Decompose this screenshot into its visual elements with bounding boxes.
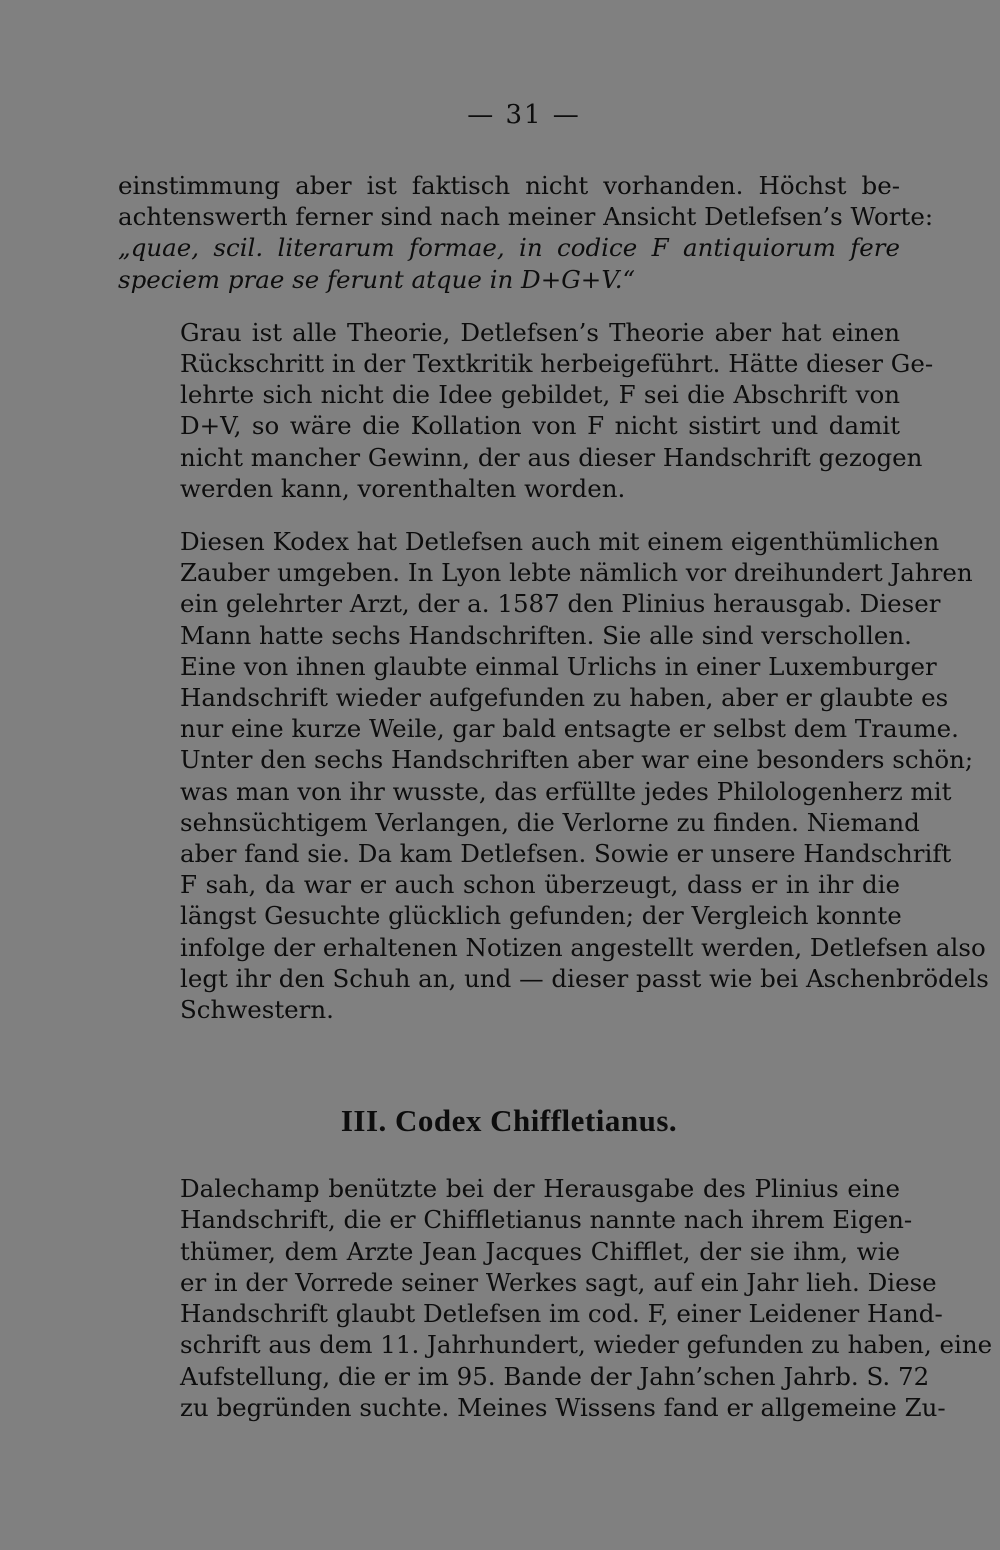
text-line: nicht mancher Gewinn, der aus dieser Handschrift gezogen xyxy=(180,442,923,472)
text-line: F sah, da war er auch schon überzeugt, dass er in ihr die xyxy=(180,870,900,900)
text-line: legt ihr den Schuh an, und — dieser passt wie bei Aschenbrödels xyxy=(180,963,989,993)
text-line: infolge der erhaltenen Notizen angestellt werden, Detlefsen also xyxy=(180,932,986,962)
text-line: werden kann, vorenthalten worden. xyxy=(180,473,626,503)
text-line: Aufstellung, die er im 95. Bande der Jahn’schen Jahrb. S. 72 xyxy=(180,1361,930,1391)
text-line: nur eine kurze Weile, gar bald entsagte er selbst dem Traume. xyxy=(180,714,959,744)
text-line: aber fand sie. Da kam Detlefsen. Sowie er unsere Handschrift xyxy=(180,839,952,869)
text-line: Eine von ihnen glaubte einmal Urlichs in einer Luxemburger xyxy=(180,651,937,681)
text-line: Rückschritt in der Textkritik herbeigeführt. Hätte dieser Ge- xyxy=(180,349,934,379)
text-line: Diesen Kodex hat Detlefsen auch mit einem eigenthümlichen xyxy=(180,527,940,557)
text-line: Dalechamp benützte bei der Herausgabe des Plinius eine xyxy=(180,1174,900,1204)
text-line: Grau ist alle Theorie, Detlefsen’s Theorie aber hat einen xyxy=(180,317,900,347)
text-line: Schwestern. xyxy=(180,995,334,1025)
text-line: achtenswerth ferner sind nach meiner Ansicht Detlefsen’s Worte: xyxy=(118,202,934,232)
paragraph-1 xyxy=(118,170,934,295)
text-line: „quae, scil. literarum formae, in codice F antiquiorum fere xyxy=(118,233,900,263)
paragraph-4 xyxy=(118,1173,993,1423)
section-heading: III. Codex Chiffletianus. xyxy=(340,1103,678,1139)
text-line: Handschrift, die er Chiffletianus nannte nach ihrem Eigen- xyxy=(180,1205,913,1235)
text-line: längst Gesuchte glücklich gefunden; der Vergleich konnte xyxy=(180,901,902,931)
text-line: lehrte sich nicht die Idee gebildet, F sei die Abschrift von xyxy=(180,380,900,410)
text-line: Zauber umgeben. In Lyon lebte nämlich vor dreihundert Jahren xyxy=(180,558,973,588)
paragraph-2 xyxy=(118,317,934,504)
text-line: speciem prae se ferunt atque in D+G+V.“ xyxy=(118,264,636,294)
page-number: — 31 — xyxy=(467,100,581,130)
text-line: was man von ihr wusste, das erfüllte jedes Philologenherz mit xyxy=(180,776,952,806)
paragraph-3 xyxy=(118,526,989,1025)
text-line: Handschrift glaubt Detlefsen im cod. F, einer Leidener Hand- xyxy=(180,1299,943,1329)
text-line: einstimmung aber ist faktisch nicht vorhanden. Höchst be- xyxy=(118,171,900,200)
text-line: schrift aus dem 11. Jahrhundert, wieder gefunden zu haben, eine xyxy=(180,1330,993,1360)
text-line: Unter den sechs Handschriften aber war eine besonders schön; xyxy=(180,745,974,775)
text-line: er in der Vorrede seiner Werkes sagt, auf ein Jahr lieh. Diese xyxy=(180,1267,937,1297)
text-line: sehnsüchtigem Verlangen, die Verlorne zu finden. Niemand xyxy=(180,807,920,837)
text-line: Mann hatte sechs Handschriften. Sie alle sind verschollen. xyxy=(180,620,912,650)
text-line: D+V, so wäre die Kollation von F nicht sistirt und damit xyxy=(180,411,900,441)
text-line: zu begründen suchte. Meines Wissens fand er allgemeine Zu- xyxy=(180,1392,946,1422)
text-line: Handschrift wieder aufgefunden zu haben, aber er glaubte es xyxy=(180,683,949,713)
text-line: ein gelehrter Arzt, der a. 1587 den Plinius herausgab. Dieser xyxy=(180,589,941,619)
text-line: thümer, dem Arzte Jean Jacques Chifflet, der sie ihm, wie xyxy=(180,1236,900,1266)
document-page xyxy=(118,100,993,1423)
